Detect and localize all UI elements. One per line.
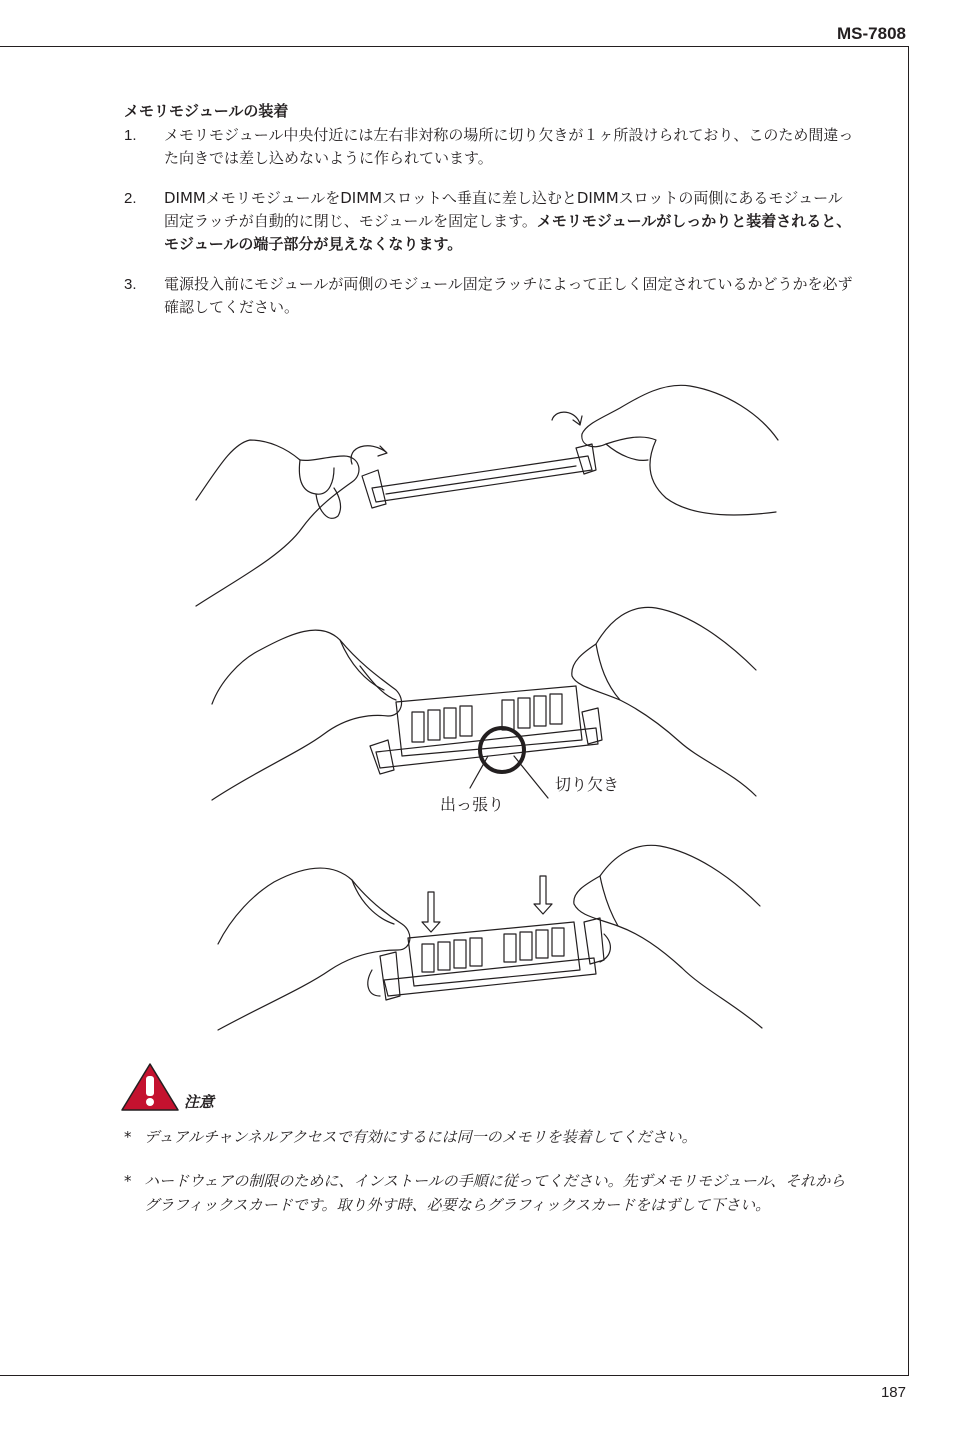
dimm-module (408, 922, 580, 986)
note-bullet: * (124, 1172, 132, 1190)
hand-left-icon (196, 440, 359, 606)
note-text: デュアルチャンネルアクセスで有効にするには同一のメモリを装着してください。 (144, 1128, 697, 1146)
step-number: 1. (124, 127, 137, 144)
key-label: 出っ張り (440, 795, 505, 814)
insert-down-arrow-icon (534, 876, 552, 914)
step-number: 3. (124, 276, 137, 293)
latch-close-arrow-icon (600, 934, 610, 962)
dimm-module (396, 686, 582, 756)
bottom-rule (0, 1375, 909, 1376)
hand-right-icon (582, 385, 778, 515)
caution-notes (124, 1125, 854, 1237)
dimm-slot (370, 708, 602, 774)
latch-rotate-arrow-icon (351, 446, 386, 464)
latch-close-arrow-icon (368, 970, 380, 996)
step-text: DIMMメモリモジュールをDIMMスロットへ垂直に差し込むとDIMMスロットの両側にあるモジュール固定ラッチが自動的に閉じ、モジュールを固定します。 (164, 189, 843, 230)
insert-down-arrow-icon (422, 892, 440, 932)
notch-highlight-circle (480, 728, 524, 772)
step-list (124, 124, 854, 336)
dimm-slot (380, 918, 604, 1000)
step-item (124, 124, 854, 170)
step-text: 電源投入前にモジュールが両側のモジュール固定ラッチによって正しく固定されているかどうかを必ず確認してください。 (164, 275, 853, 316)
hand-left-icon (212, 630, 402, 800)
note-text: ハードウェアの制限のために、インストールの手順に従ってください。先ずメモリモジュール、それからグラフィックスカードです。取り外す時、必要ならグラフィックスカードをはずして下さい。 (144, 1172, 846, 1214)
step-item (124, 273, 854, 319)
hand-right-icon (574, 845, 762, 1028)
hand-right-icon (572, 607, 756, 796)
section-title: メモリモジュールの装着 (124, 102, 289, 120)
step-emphasis: メモリモジュールがしっかりと装着されると、モジュールの端子部分が見えなくなります。 (164, 212, 852, 253)
notch-label: 切り欠き (555, 775, 620, 794)
empty-dimm-slot (362, 444, 596, 508)
caution-note (124, 1125, 854, 1149)
note-bullet: * (124, 1128, 132, 1146)
right-rule (908, 46, 909, 1376)
model-number: MS-7808 (837, 24, 906, 43)
caution-title: 注意 (184, 1093, 215, 1111)
latch-rotate-arrow-icon (552, 412, 580, 424)
step-number: 2. (124, 190, 137, 207)
warning-triangle-icon (122, 1064, 178, 1110)
step-item (124, 187, 854, 256)
step-text: メモリモジュール中央付近には左右非対称の場所に切り欠きが１ヶ所設けられており、このため間違った向きでは差し込めないように作られています。 (164, 126, 854, 167)
top-rule (0, 46, 909, 47)
caution-note (124, 1169, 854, 1217)
page-number: 187 (880, 1384, 906, 1401)
hand-left-icon (218, 868, 410, 1030)
